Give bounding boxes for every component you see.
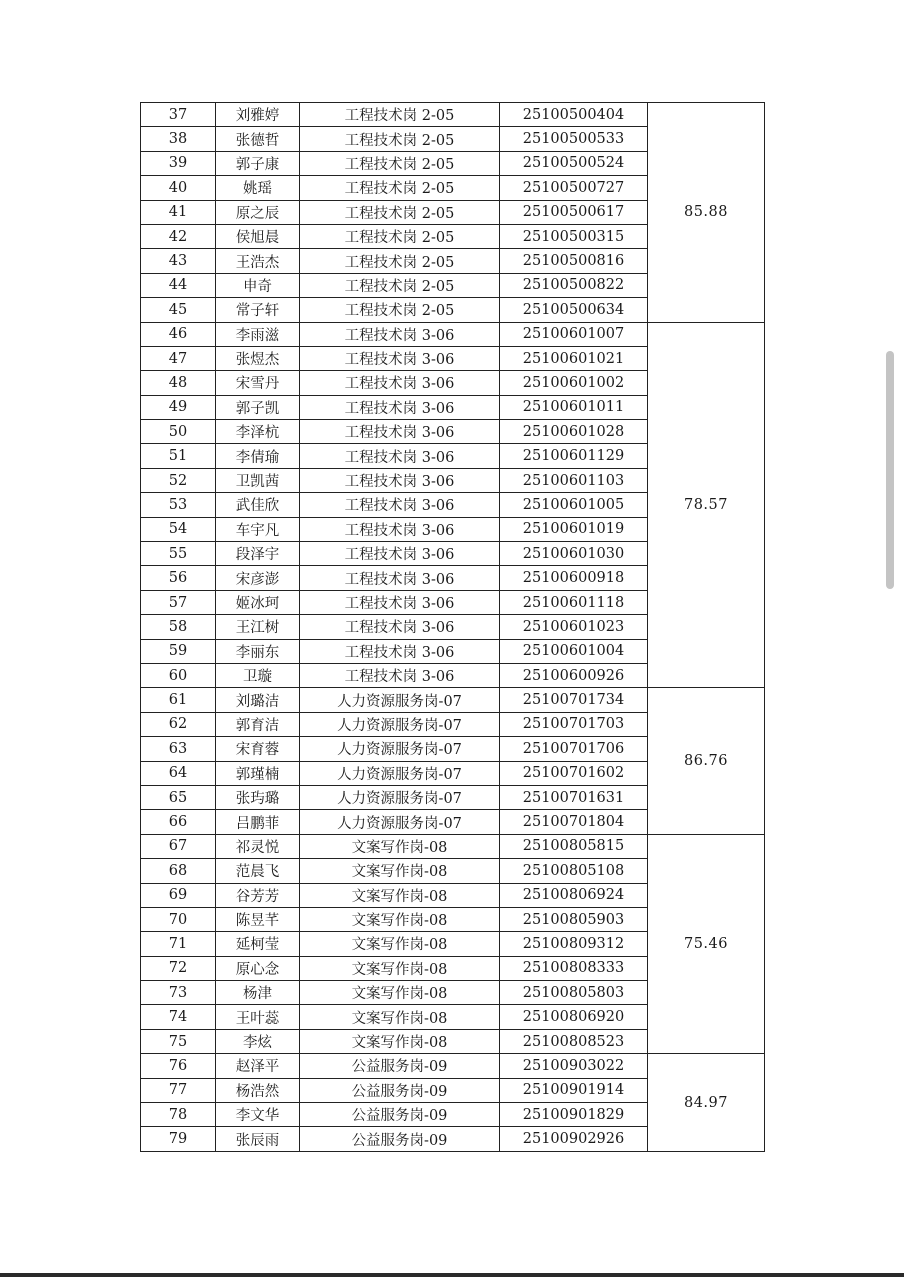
exam-ticket-number-cell: 25100805108 [500,859,648,883]
exam-ticket-number-cell: 25100805803 [500,981,648,1005]
candidate-name-cell: 杨津 [216,981,300,1005]
candidate-name-cell: 祁灵悦 [216,834,300,858]
row-number-cell: 76 [141,1054,216,1078]
position-name-cell: 公益服务岗-09 [300,1127,500,1151]
cutoff-score-cell: 85.88 [648,103,765,323]
exam-ticket-number-cell: 25100806924 [500,883,648,907]
exam-ticket-number-cell: 25100601118 [500,590,648,614]
row-number-cell: 41 [141,200,216,224]
page-bottom-edge [0,1273,904,1277]
candidate-name-cell: 姬冰珂 [216,590,300,614]
position-name-cell: 工程技术岗 3-06 [300,493,500,517]
candidate-name-cell: 郭瑾楠 [216,761,300,785]
row-number-cell: 56 [141,566,216,590]
position-name-cell: 人力资源服务岗-07 [300,810,500,834]
position-name-cell: 文案写作岗-08 [300,956,500,980]
exam-ticket-number-cell: 25100808333 [500,956,648,980]
exam-ticket-number-cell: 25100808523 [500,1029,648,1053]
position-name-cell: 公益服务岗-09 [300,1103,500,1127]
exam-ticket-number-cell: 25100701703 [500,712,648,736]
table-body [141,103,765,1152]
candidate-name-cell: 李丽东 [216,639,300,663]
candidate-name-cell: 张煜杰 [216,346,300,370]
exam-ticket-number-cell: 25100809312 [500,932,648,956]
exam-ticket-number-cell: 25100601021 [500,346,648,370]
candidate-name-cell: 吕鹏菲 [216,810,300,834]
row-number-cell: 69 [141,883,216,907]
exam-ticket-number-cell: 25100500524 [500,151,648,175]
candidate-name-cell: 郭育洁 [216,712,300,736]
exam-ticket-number-cell: 25100601103 [500,468,648,492]
row-number-cell: 47 [141,346,216,370]
position-name-cell: 文案写作岗-08 [300,907,500,931]
exam-ticket-number-cell: 25100500315 [500,224,648,248]
candidate-name-cell: 段泽宇 [216,542,300,566]
exam-ticket-number-cell: 25100601023 [500,615,648,639]
row-number-cell: 60 [141,663,216,687]
exam-ticket-number-cell: 25100600918 [500,566,648,590]
position-name-cell: 文案写作岗-08 [300,834,500,858]
position-name-cell: 工程技术岗 2-05 [300,176,500,200]
candidate-name-cell: 李炫 [216,1029,300,1053]
row-number-cell: 46 [141,322,216,346]
row-number-cell: 53 [141,493,216,517]
candidate-name-cell: 王江树 [216,615,300,639]
position-name-cell: 工程技术岗 3-06 [300,371,500,395]
exam-ticket-number-cell: 25100902926 [500,1127,648,1151]
row-number-cell: 43 [141,249,216,273]
row-number-cell: 77 [141,1078,216,1102]
table-row [141,1054,765,1078]
row-number-cell: 62 [141,712,216,736]
position-name-cell: 人力资源服务岗-07 [300,785,500,809]
exam-ticket-number-cell: 25100500404 [500,103,648,127]
exam-ticket-number-cell: 25100701602 [500,761,648,785]
exam-ticket-number-cell: 25100601011 [500,395,648,419]
position-name-cell: 工程技术岗 3-06 [300,395,500,419]
row-number-cell: 57 [141,590,216,614]
position-name-cell: 工程技术岗 2-05 [300,200,500,224]
exam-ticket-number-cell: 25100601129 [500,444,648,468]
candidate-name-cell: 宋育蓉 [216,737,300,761]
candidate-name-cell: 张辰雨 [216,1127,300,1151]
position-name-cell: 工程技术岗 3-06 [300,663,500,687]
candidate-name-cell: 李泽杭 [216,420,300,444]
position-name-cell: 工程技术岗 3-06 [300,590,500,614]
row-number-cell: 38 [141,127,216,151]
position-name-cell: 工程技术岗 2-05 [300,224,500,248]
row-number-cell: 67 [141,834,216,858]
row-number-cell: 70 [141,907,216,931]
position-name-cell: 公益服务岗-09 [300,1054,500,1078]
exam-ticket-number-cell: 25100701706 [500,737,648,761]
candidate-name-cell: 王叶蕊 [216,1005,300,1029]
position-name-cell: 人力资源服务岗-07 [300,688,500,712]
position-name-cell: 文案写作岗-08 [300,1005,500,1029]
candidate-name-cell: 武佳欣 [216,493,300,517]
candidate-name-cell: 刘璐洁 [216,688,300,712]
row-number-cell: 50 [141,420,216,444]
row-number-cell: 65 [141,785,216,809]
position-name-cell: 文案写作岗-08 [300,1029,500,1053]
candidate-name-cell: 卫璇 [216,663,300,687]
exam-ticket-number-cell: 25100500816 [500,249,648,273]
row-number-cell: 64 [141,761,216,785]
candidate-name-cell: 陈昱芊 [216,907,300,931]
candidate-name-cell: 王浩杰 [216,249,300,273]
exam-ticket-number-cell: 25100701804 [500,810,648,834]
table-row [141,103,765,127]
candidate-name-cell: 李倩瑜 [216,444,300,468]
row-number-cell: 74 [141,1005,216,1029]
exam-ticket-number-cell: 25100600926 [500,663,648,687]
table-row [141,834,765,858]
row-number-cell: 63 [141,737,216,761]
candidate-name-cell: 李雨滋 [216,322,300,346]
position-name-cell: 文案写作岗-08 [300,932,500,956]
row-number-cell: 49 [141,395,216,419]
position-name-cell: 人力资源服务岗-07 [300,761,500,785]
candidate-name-cell: 卫凯茜 [216,468,300,492]
row-number-cell: 75 [141,1029,216,1053]
exam-ticket-number-cell: 25100601019 [500,517,648,541]
row-number-cell: 48 [141,371,216,395]
exam-ticket-number-cell: 25100806920 [500,1005,648,1029]
position-name-cell: 文案写作岗-08 [300,883,500,907]
exam-ticket-number-cell: 25100500617 [500,200,648,224]
position-name-cell: 工程技术岗 3-06 [300,542,500,566]
row-number-cell: 55 [141,542,216,566]
cutoff-score-cell: 86.76 [648,688,765,834]
row-number-cell: 58 [141,615,216,639]
position-name-cell: 人力资源服务岗-07 [300,737,500,761]
position-name-cell: 工程技术岗 3-06 [300,322,500,346]
exam-ticket-number-cell: 25100601028 [500,420,648,444]
row-number-cell: 66 [141,810,216,834]
position-name-cell: 工程技术岗 3-06 [300,444,500,468]
exam-ticket-number-cell: 25100601004 [500,639,648,663]
position-name-cell: 工程技术岗 3-06 [300,346,500,370]
table-row [141,688,765,712]
row-number-cell: 42 [141,224,216,248]
position-name-cell: 工程技术岗 2-05 [300,273,500,297]
exam-ticket-number-cell: 25100701734 [500,688,648,712]
exam-ticket-number-cell: 25100701631 [500,785,648,809]
cutoff-score-cell: 75.46 [648,834,765,1054]
table-row [141,322,765,346]
position-name-cell: 文案写作岗-08 [300,859,500,883]
candidate-name-cell: 侯旭晨 [216,224,300,248]
row-number-cell: 79 [141,1127,216,1151]
candidate-name-cell: 谷芳芳 [216,883,300,907]
candidate-name-cell: 赵泽平 [216,1054,300,1078]
candidate-name-cell: 常子轩 [216,298,300,322]
position-name-cell: 工程技术岗 3-06 [300,566,500,590]
exam-ticket-number-cell: 25100601007 [500,322,648,346]
row-number-cell: 59 [141,639,216,663]
candidate-name-cell: 范晨飞 [216,859,300,883]
position-name-cell: 工程技术岗 3-06 [300,468,500,492]
position-name-cell: 工程技术岗 3-06 [300,615,500,639]
position-name-cell: 工程技术岗 2-05 [300,103,500,127]
position-name-cell: 文案写作岗-08 [300,981,500,1005]
row-number-cell: 73 [141,981,216,1005]
exam-ticket-number-cell: 25100901829 [500,1103,648,1127]
cutoff-score-cell: 84.97 [648,1054,765,1152]
row-number-cell: 40 [141,176,216,200]
row-number-cell: 54 [141,517,216,541]
candidate-name-cell: 原心念 [216,956,300,980]
candidate-name-cell: 宋雪丹 [216,371,300,395]
row-number-cell: 78 [141,1103,216,1127]
row-number-cell: 45 [141,298,216,322]
candidate-name-cell: 张玙璐 [216,785,300,809]
row-number-cell: 39 [141,151,216,175]
exam-ticket-number-cell: 25100500822 [500,273,648,297]
position-name-cell: 公益服务岗-09 [300,1078,500,1102]
candidate-name-cell: 郭子凯 [216,395,300,419]
candidate-name-cell: 申奇 [216,273,300,297]
row-number-cell: 44 [141,273,216,297]
exam-ticket-number-cell: 25100805903 [500,907,648,931]
position-name-cell: 工程技术岗 3-06 [300,517,500,541]
cutoff-score-cell: 78.57 [648,322,765,688]
candidate-table [140,102,765,1152]
row-number-cell: 72 [141,956,216,980]
exam-ticket-number-cell: 25100601005 [500,493,648,517]
row-number-cell: 61 [141,688,216,712]
position-name-cell: 工程技术岗 3-06 [300,420,500,444]
position-name-cell: 工程技术岗 2-05 [300,249,500,273]
position-name-cell: 人力资源服务岗-07 [300,712,500,736]
candidate-name-cell: 郭子康 [216,151,300,175]
vertical-scrollbar[interactable] [886,351,894,589]
candidate-name-cell: 张德哲 [216,127,300,151]
exam-ticket-number-cell: 25100805815 [500,834,648,858]
candidate-name-cell: 车宇凡 [216,517,300,541]
exam-ticket-number-cell: 25100903022 [500,1054,648,1078]
position-name-cell: 工程技术岗 2-05 [300,151,500,175]
row-number-cell: 52 [141,468,216,492]
candidate-name-cell: 李文华 [216,1103,300,1127]
candidate-name-cell: 姚瑶 [216,176,300,200]
exam-ticket-number-cell: 25100901914 [500,1078,648,1102]
row-number-cell: 51 [141,444,216,468]
position-name-cell: 工程技术岗 2-05 [300,127,500,151]
candidate-name-cell: 刘雅婷 [216,103,300,127]
row-number-cell: 71 [141,932,216,956]
position-name-cell: 工程技术岗 3-06 [300,639,500,663]
exam-ticket-number-cell: 25100500727 [500,176,648,200]
exam-ticket-number-cell: 25100500533 [500,127,648,151]
exam-ticket-number-cell: 25100601030 [500,542,648,566]
candidate-name-cell: 延柯莹 [216,932,300,956]
exam-ticket-number-cell: 25100601002 [500,371,648,395]
exam-ticket-number-cell: 25100500634 [500,298,648,322]
position-name-cell: 工程技术岗 2-05 [300,298,500,322]
candidate-name-cell: 宋彦澎 [216,566,300,590]
candidate-name-cell: 原之辰 [216,200,300,224]
row-number-cell: 37 [141,103,216,127]
candidate-name-cell: 杨浩然 [216,1078,300,1102]
row-number-cell: 68 [141,859,216,883]
